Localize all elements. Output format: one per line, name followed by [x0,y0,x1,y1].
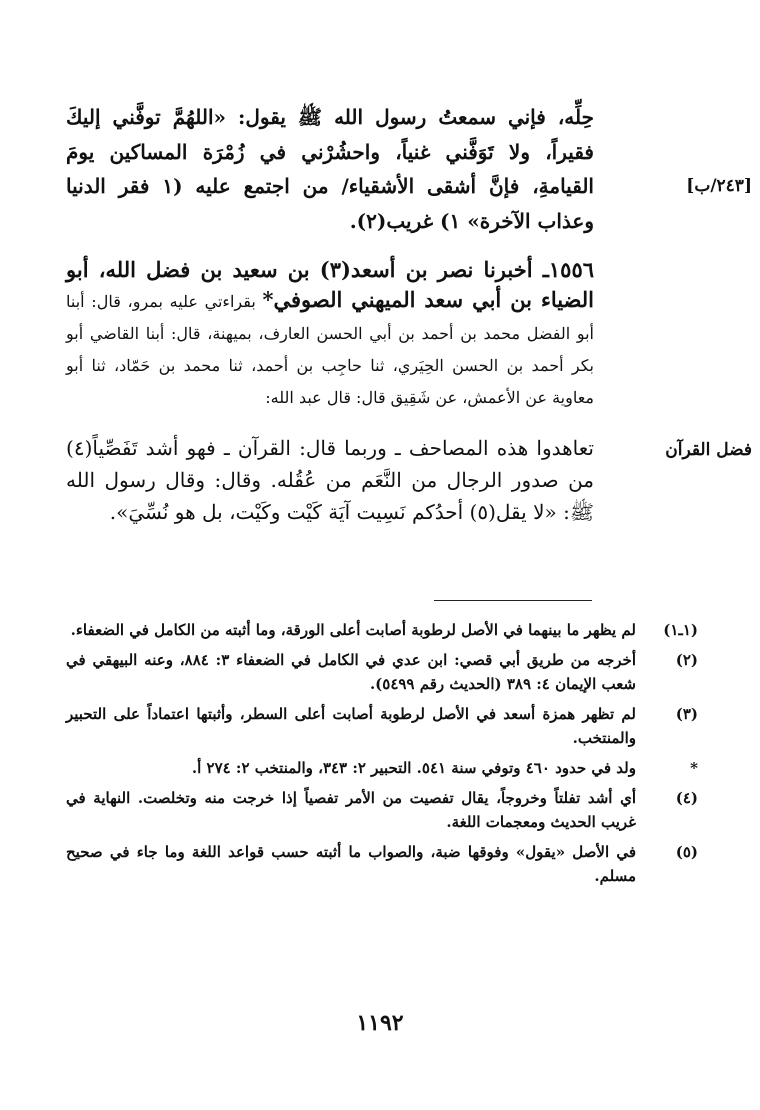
footnote-item [66,756,698,780]
footnote-item [66,702,698,750]
footnote-item [66,840,698,888]
footnote-number: * [690,759,698,777]
footnote-number: (١ـ١) [663,621,698,639]
footnote-number: (٥) [675,843,698,861]
hadith-chain: بقراءتي عليه بمرو، قال: أبنا أبو الفضل محمد بن أحمد بن أبي الحسن العارف، بميهنة، قال: أبنا القاضي أبو بكر أحمد بن الحسن الحِيَري، ثنا حاجِب بن أحمد، ثنا محمد بن حَمّاد، ثنا أبو معاوية عن الأعمش، عن شَقِيق قال: قال عبد الله: [66,292,594,407]
folio-marker: [٢٤٣/ب] [686,176,752,196]
footnote-separator [434,600,592,601]
footnote-number: (٣) [675,705,698,723]
footnote-item [66,618,698,642]
hadith-heading: ١٥٥٦ـ أخبرنا نصر بن أسعد(٣) بن سعيد بن فضل الله، أبو الضياء بن أبي سعد الميهني الصوفي* [66,257,595,312]
footnote-text: ولد في حدود ٤٦٠ وتوفي سنة ٥٤١. التحبير ٢: ٣٤٣، والمنتخب ٢: ٢٧٤ أ. [191,759,636,777]
footnote-item [66,786,698,834]
footnote-number: (٢) [675,651,698,669]
footnotes [66,618,698,894]
footnote-item [66,648,698,696]
footnote-text: أخرجه من طريق أبي قصي: ابن عدي في الكامل في الضعفاء ٣: ٨٨٤، وعنه البيهقي في شعب الإيمان ٤: ٣٨٩ (الحديث رقم ٥٤٩٩). [66,651,636,693]
footnote-text: لم يظهر ما بينهما في الأصل لرطوبة أصابت أعلى الورقة، وما أثبته من الكامل في الضعفاء. [70,621,636,639]
footnote-text: في الأصل «يقول» وفوقها ضبة، والصواب ما أثبته حسب قواعد اللغة وما جاء في صحيح مسلم. [66,843,636,885]
paragraph-hadith-text: تعاهدوا هذه المصاحف ـ وربما قال: القرآن ـ فهو أشد تَفَصِّياً(٤) من صدور الرجال من النَّعَم من عُقُله. وقال: وقال رسول الله ﷺ: «لا يقل(٥) أحدُكم نَسِيت آيَة كَيْت وكَيْت، بل هو نُسِّيَ». [66,436,594,524]
footnote-text: أي أشد تفلتاً وخروجاً، يقال تفصيت من الأمر تفصياً إذا خرجت منه وتخلصت. النهاية في غريب الحديث ومعجمات اللغة. [66,789,636,831]
topic-marker: فضل القرآن [665,440,752,460]
paragraph-hadith-end: حِلِّه، فإني سمعتُ رسول الله ﷺ يقول: «اللهُمَّ توفَّني إليكَ فقيراً، ولا تَوَفَّني غنياً، واحشُرْني في زُمْرَة المساكين يومَ القيامةِ، فإنَّ أشقى الأشقياء/ من اجتمع عليه (١ فقر الدنيا وعذاب الآخرة» ١) غريب(٢). [66,105,594,233]
paragraph-hadith-1556 [66,255,594,413]
page-number: ١١٩٢ [356,1010,404,1036]
footnote-text: لم تظهر همزة أسعد في الأصل لرطوبة أصابت أعلى السطر، وأثبتها اعتماداً على التحبير والمنتخب. [66,705,636,747]
footnote-number: (٤) [675,789,698,807]
